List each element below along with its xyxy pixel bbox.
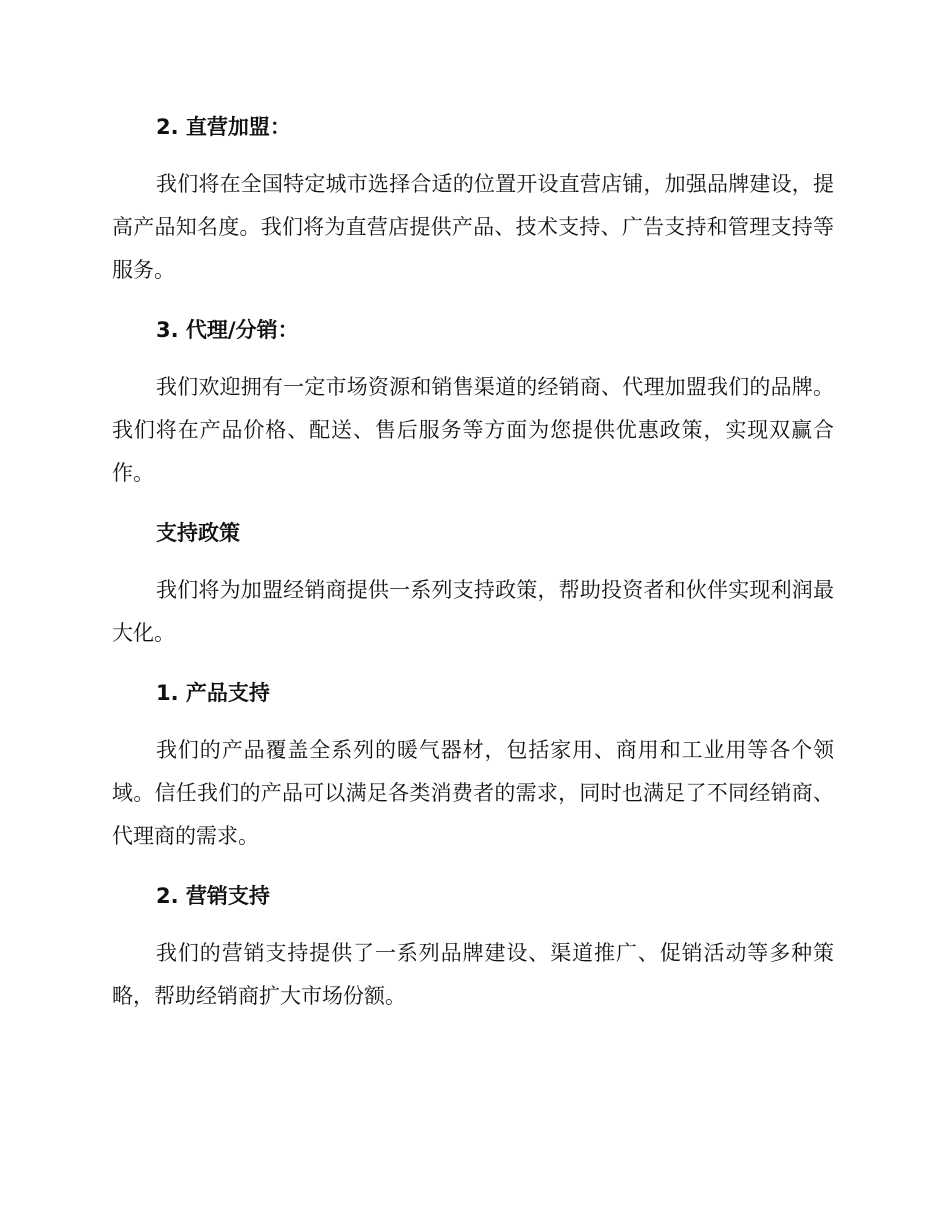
paragraph-product-support: 我们的产品覆盖全系列的暖气器材，包括家用、商用和工业用等各个领域。信任我们的产品可以满足各类消费者的需求，同时也满足了不同经销商、代理商的需求。: [112, 738, 834, 848]
heading-marketing-support: 2. 营销支持: [156, 884, 270, 908]
paragraph-support-policy: 我们将为加盟经销商提供一系列支持政策，帮助投资者和伙伴实现利润最大化。: [112, 578, 834, 645]
heading-product-support: 1. 产品支持: [156, 681, 270, 705]
paragraph-agency-distribution: 我们欢迎拥有一定市场资源和销售渠道的经销商、代理加盟我们的品牌。我们将在产品价格、配送、售后服务等方面为您提供优惠政策，实现双赢合作。: [112, 375, 834, 485]
heading-agency-distribution: 3. 代理/分销：: [156, 318, 299, 342]
paragraph-marketing-support: 我们的营销支持提供了一系列品牌建设、渠道推广、促销活动等多种策略，帮助经销商扩大市场份额。: [112, 941, 834, 1008]
paragraph-direct-franchise: 我们将在全国特定城市选择合适的位置开设直营店铺，加强品牌建设，提高产品知名度。我们将为直营店提供产品、技术支持、广告支持和管理支持等服务。: [112, 172, 834, 282]
document-body: [112, 107, 834, 1018]
heading-support-policy: 支持政策: [156, 521, 240, 545]
heading-direct-franchise: 2. 直营加盟：: [156, 115, 291, 139]
